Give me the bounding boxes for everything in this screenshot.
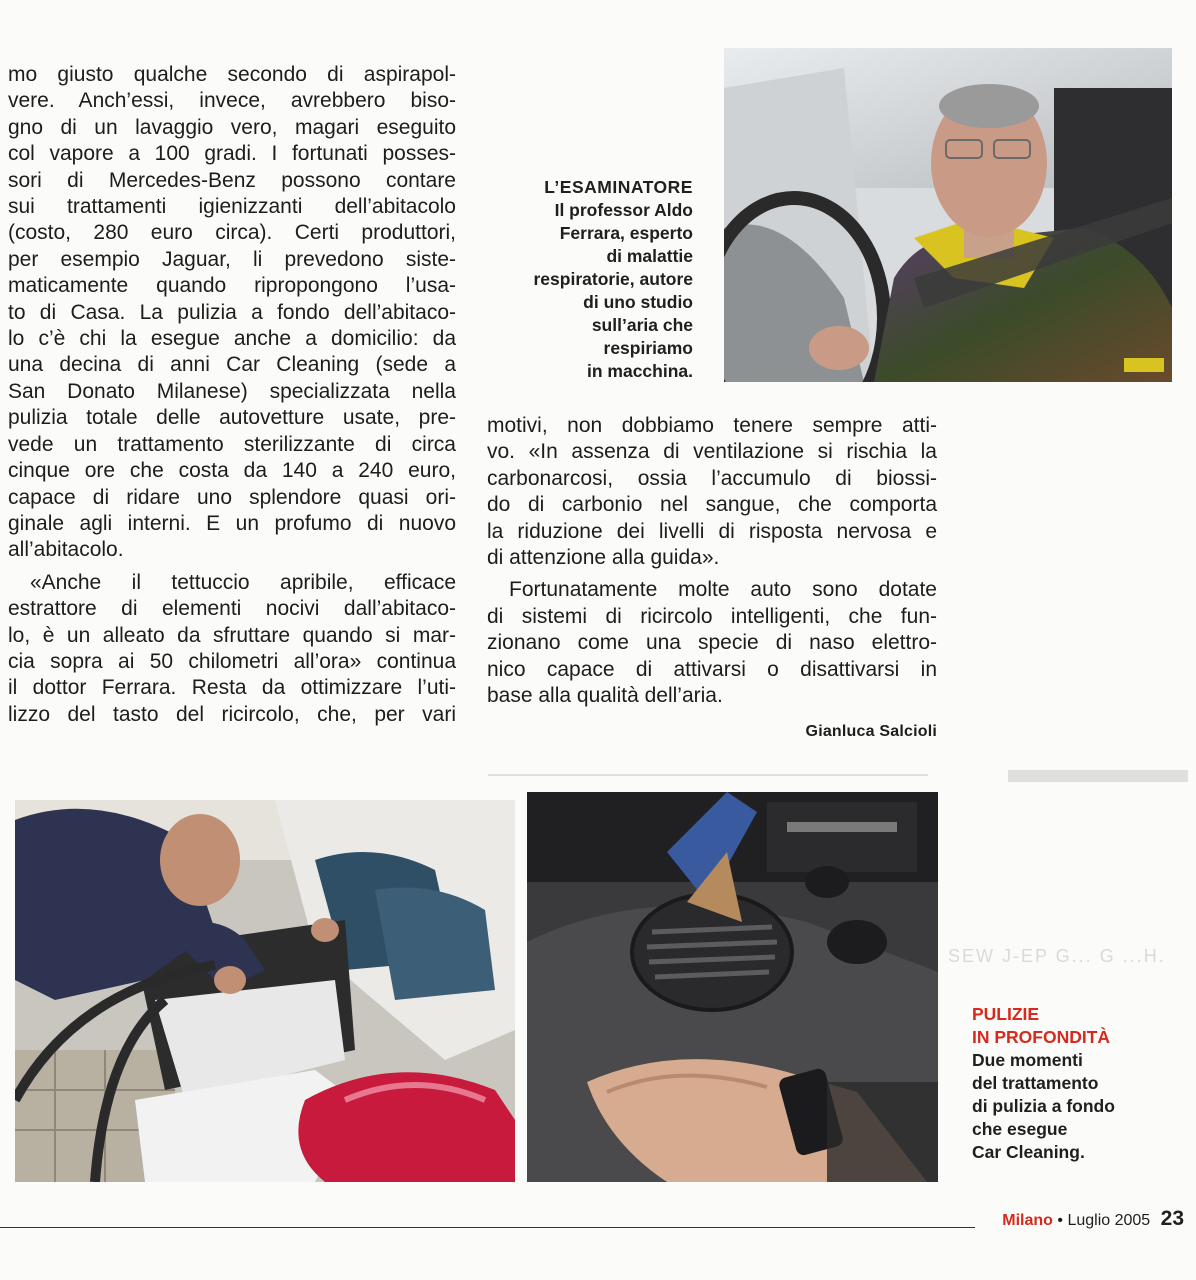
text-line: lizzo del tasto del ricircolo, che, per vari <box>8 702 456 726</box>
text-line: gno di un lavaggio vero, magari eseguito <box>8 115 456 139</box>
vent-cleaning-photo <box>527 792 938 1182</box>
caption-line: sull’aria che <box>591 315 693 335</box>
text-line: all’abitacolo. <box>8 538 124 562</box>
magazine-name: Milano <box>1002 1212 1053 1229</box>
text-line: nico capace di attivarsi o disattivarsi in <box>487 657 937 681</box>
caption-line: respiratorie, autore <box>533 269 693 289</box>
text-line: per esempio Jaguar, li prevedono siste- <box>8 247 456 271</box>
text-line: vere. Anch’essi, invece, avrebbero biso- <box>8 89 456 113</box>
text-line: vo. «In assenza di ventilazione si rischia la <box>487 440 937 464</box>
paragraph <box>487 577 937 709</box>
text-line: la riduzione dei livelli di risposta nervosa e <box>487 519 937 543</box>
page-number: 23 <box>1160 1207 1184 1230</box>
vacuum-cleaning-photo <box>15 800 515 1182</box>
caption-line: Ferrara, esperto <box>559 223 693 243</box>
text-line: (costo, 280 euro circa). Certi produttori, <box>8 221 456 245</box>
text-line: carbonarcosi, ossia l’accumulo di biossi- <box>487 466 937 490</box>
text-line: il dottor Ferrara. Resta da ottimizzare l’uti- <box>8 676 456 700</box>
text-line: col vapore a 100 gradi. I fortunati posses- <box>8 142 456 166</box>
text-line: do di carbonio nel sangue, che comporta <box>487 493 937 517</box>
caption-line: di malattie <box>606 246 693 266</box>
caption-line: respiriamo <box>603 338 693 358</box>
show-through-text: SEW J-EP G... G ...H. <box>948 946 1166 966</box>
examiner-caption <box>463 176 693 383</box>
caption-line: Il professor Aldo <box>554 200 693 220</box>
text-line: sori di Mercedes-Benz possono contare <box>8 168 456 192</box>
text-line: lo, è un alleato da sfruttare quando si mar- <box>8 623 456 647</box>
text-line: cia sopra ai 50 chilometri all’ora» continua <box>8 649 456 673</box>
text-line: mo giusto qualche secondo di aspirapol- <box>8 63 456 86</box>
caption-line: di uno studio <box>583 292 693 312</box>
caption-line: in macchina. <box>586 361 693 381</box>
text-line: to di Casa. La pulizia a fondo dell’abitaco- <box>8 300 456 324</box>
caption-line: di pulizia a fondo <box>972 1096 1115 1116</box>
cleaning-caption <box>972 1003 1172 1164</box>
text-line: cinque ore che costa da 140 a 240 euro, <box>8 459 456 483</box>
text-line: una decina di anni Car Cleaning (sede a <box>8 353 456 377</box>
text-line: capace di ridare uno splendore quasi ori- <box>8 485 456 509</box>
text-line: di sistemi di ricircolo intelligenti, che fun- <box>487 604 937 628</box>
caption-kicker: PULIZIE <box>972 1004 1040 1024</box>
paragraph <box>8 570 456 728</box>
text-line: estrattore di elementi nocivi dall’abitaco- <box>8 597 456 621</box>
caption-line: che esegue <box>972 1119 1068 1139</box>
text-line: ginale agli interni. E un profumo di nuovo <box>8 511 456 535</box>
article-column-1 <box>8 62 456 728</box>
caption-kicker: L’ESAMINATORE <box>544 177 693 197</box>
text-line: base alla qualità dell’aria. <box>487 684 723 708</box>
article-column-2 <box>487 413 937 746</box>
caption-kicker: IN PROFONDITÀ <box>972 1027 1111 1047</box>
text-line: lo c’è chi la esegue anche a domicilio: da <box>8 327 456 351</box>
paragraph <box>487 413 937 571</box>
text-line: di attenzione alla guida». <box>487 546 720 570</box>
text-line: Fortunatamente molte auto sono dotate <box>509 578 937 602</box>
footer-separator: • <box>1057 1212 1063 1229</box>
caption-line: Due momenti <box>972 1050 1083 1070</box>
show-through-lines <box>488 766 1188 786</box>
footer-rule <box>0 1227 975 1228</box>
text-line: pulizia totale delle autovetture usate, pre- <box>8 406 456 430</box>
text-line: motivi, non dobbiamo tenere sempre atti- <box>487 414 937 437</box>
issue-date: Luglio 2005 <box>1067 1212 1151 1229</box>
text-line: zionano come una specie di naso elettro- <box>487 631 937 655</box>
paragraph <box>8 62 456 564</box>
caption-line: del trattamento <box>972 1073 1099 1093</box>
text-line: maticamente quando ripropongono l’usa- <box>8 274 456 298</box>
author-signature: Gianluca Salcioli <box>805 723 937 741</box>
text-line: San Donato Milanese) specializzata nella <box>8 379 456 403</box>
text-line: «Anche il tettuccio apribile, efficace <box>30 570 456 594</box>
text-line: sui trattamenti igienizzanti dell’abitacolo <box>8 195 456 219</box>
text-line: vede un trattamento sterilizzante di circa <box>8 432 456 456</box>
examiner-photo <box>724 48 1172 382</box>
caption-line: Car Cleaning. <box>972 1142 1085 1162</box>
page-footer <box>1002 1207 1184 1231</box>
